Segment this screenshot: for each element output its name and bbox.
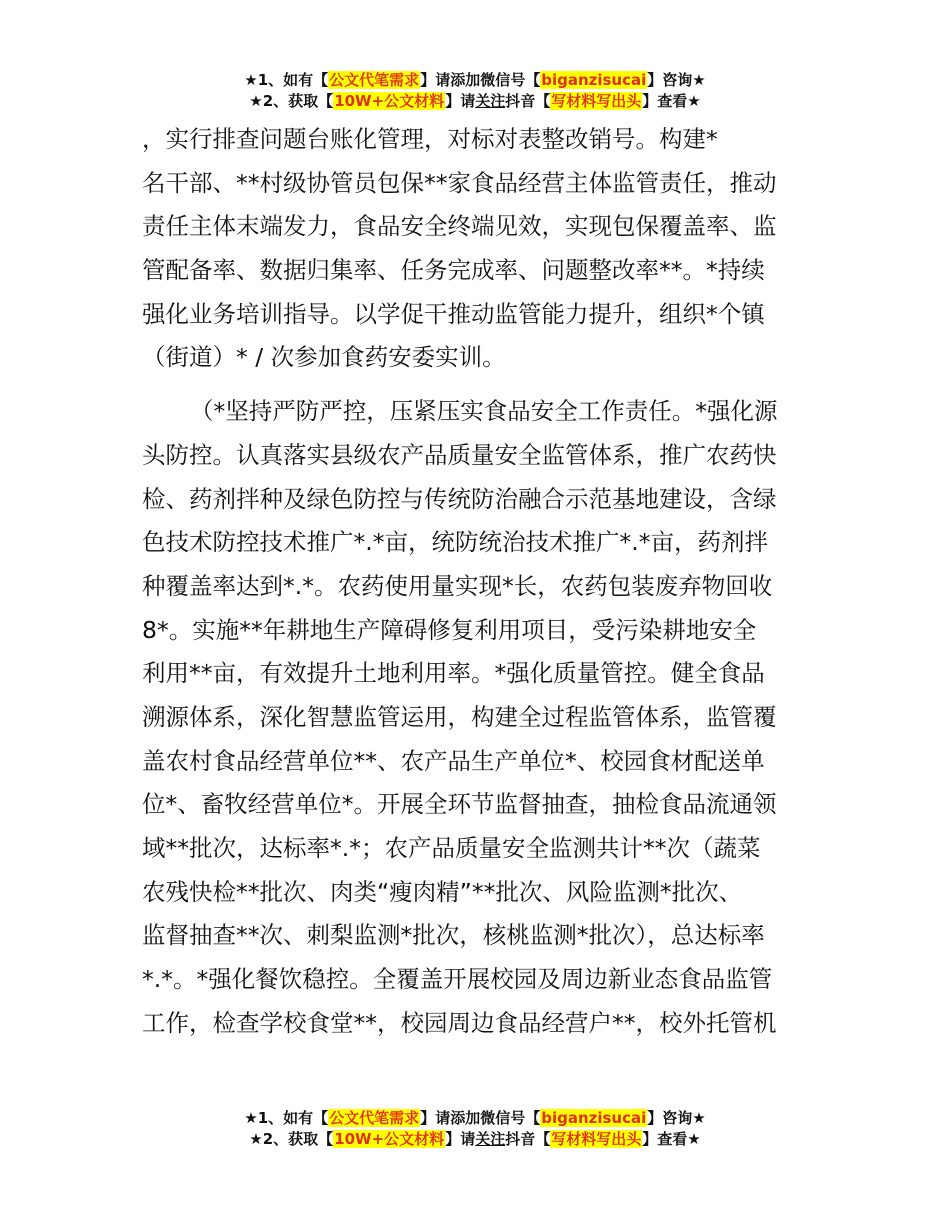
paragraph-1 [142,118,822,380]
text-line: 域**批次，达标率*.*；农产品质量安全监测共计**次（蔬菜 [142,834,761,862]
underlined-follow: 关注 [475,1130,506,1148]
text-line: ，实行排查问题台账化管理，对标对表整改销号。构建* [142,125,718,153]
banner-text: ★2、获取【 [249,1130,334,1148]
text-line: 盖农村食品经营单位**、农产品生产单位*、校园食材配送单 [142,746,765,775]
underlined-follow: 关注 [475,92,506,110]
highlight-douyin-account: 写材料写出头 [551,92,642,110]
footer-banner [0,1108,950,1150]
text-line: 农残快检**批次、肉类“瘦肉精”**批次、风险监测*批次、 [142,877,743,906]
text-line: 色技术防控技术推广*.*亩，统防统治技术推广*.*亩，药剂拌 [142,528,768,557]
banner-text: 】咨询★ [647,71,706,89]
text-line: 监督抽查**次、刺梨监测*批次，核桃监测*批次），总达标率 [142,921,765,950]
banner-line-2 [0,91,950,112]
banner-text: 】请添加微信号【 [420,1109,541,1127]
text-line: 工作，检查学校食堂**，校园周边食品经营户**，校外托管机 [142,1008,777,1037]
text-line: 头防控。认真落实县级农产品质量安全监管体系，推广农药快 [142,440,777,469]
text-line: 种覆盖率达到*.*。农药使用量实现*长，农药包装废弃物回收 [142,571,773,600]
banner-text: 】请添加微信号【 [420,71,541,89]
banner-text: 】查看★ [642,92,701,110]
highlight-materials: 10W+公文材料 [334,92,445,110]
highlight-wechat-id: biganzisucai [541,71,647,89]
banner-text: ★1、如有【 [244,71,329,89]
text-line: 名干部、**村级协管员包保**家食品经营主体监管责任，推动 [142,168,777,197]
banner-text: 】查看★ [642,1130,701,1148]
text-line: 管配备率、数据归集率、任务完成率、问题整改率**。*持续 [142,256,765,285]
text-line: 8*。实施**年耕地生产障碍修复利用项目，受污染耕地安全 [142,615,757,644]
highlight-materials: 10W+公文材料 [334,1130,445,1148]
banner-line-2 [0,1129,950,1150]
text-line: 检、药剂拌种及绿色防控与传统防治融合示范基地建设，含绿 [142,484,777,513]
highlight-service: 公文代笔需求 [329,1109,420,1127]
text-line: 位*、畜牧经营单位*。开展全环节监督抽查，抽检食品流通领 [142,790,777,819]
highlight-wechat-id: biganzisucai [541,1109,647,1127]
highlight-service: 公文代笔需求 [329,71,420,89]
text-line: 责任主体末端发力，食品安全终端见效，实现包保覆盖率、监 [142,212,777,241]
text-line: （*坚持严防严控，压紧压实食品安全工作责任。*强化源 [190,397,778,426]
banner-text: 】咨询★ [647,1109,706,1127]
text-line: 溯源体系，深化智慧监管运用，构建全过程监管体系，监管覆 [142,702,777,731]
banner-text: 】请 [445,1130,476,1148]
header-banner [0,70,950,112]
banner-text: 抖音【 [505,1130,551,1148]
text-line: （街道）* / 次参加食药安委实训。 [142,343,506,372]
text-line: 利用**亩，有效提升土地利用率。*强化质量管控。健全食品 [142,659,765,688]
highlight-douyin-account: 写材料写出头 [551,1130,642,1148]
text-line: *.*。*强化餐饮稳控。全覆盖开展校园及周边新业态食品监管 [142,965,773,994]
paragraph-2 [142,390,822,1045]
banner-line-1 [0,1108,950,1129]
banner-text: 】请 [445,92,476,110]
banner-text: 抖音【 [505,92,551,110]
banner-text: ★2、获取【 [249,92,334,110]
banner-line-1 [0,70,950,91]
banner-text: ★1、如有【 [244,1109,329,1127]
text-line: 强化业务培训指导。以学促干推动监管能力提升，组织*个镇 [142,299,765,328]
document-body [142,118,822,1045]
